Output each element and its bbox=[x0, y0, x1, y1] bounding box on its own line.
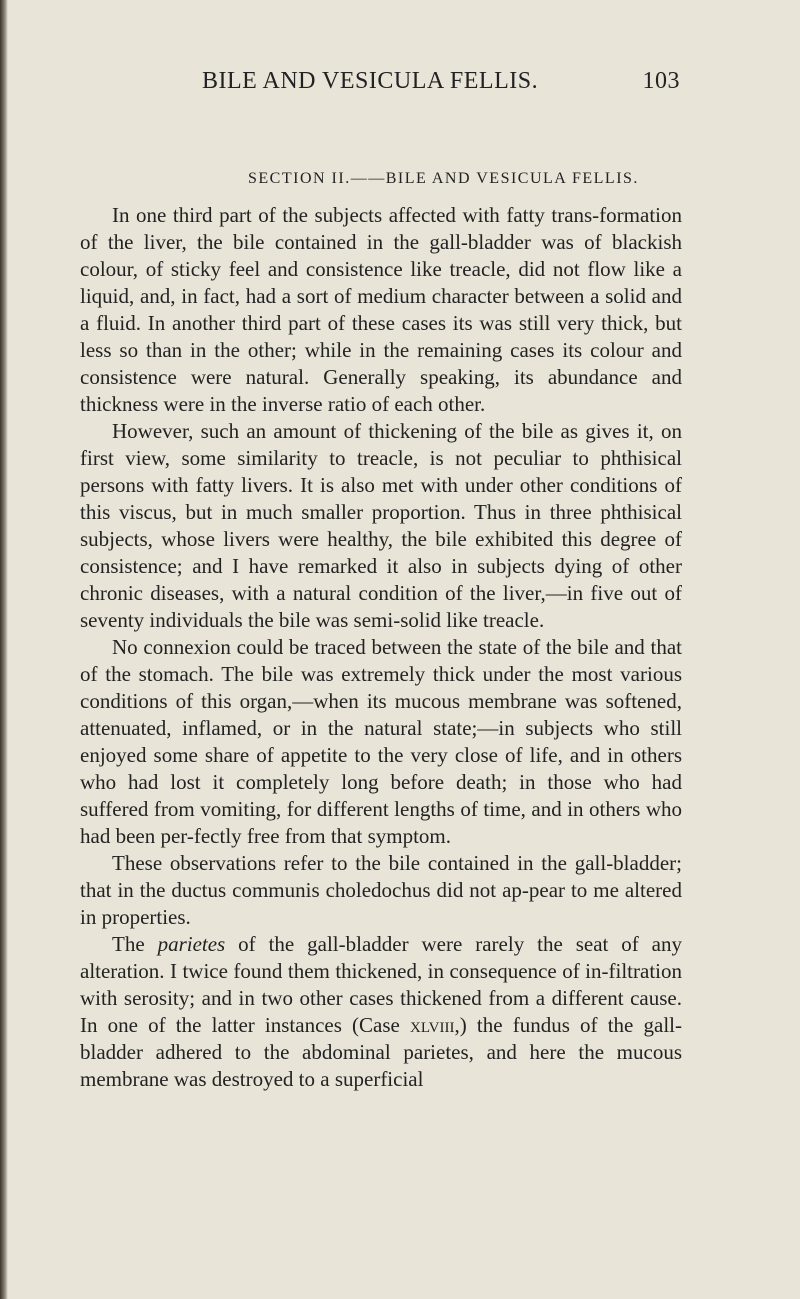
book-spine-shadow bbox=[0, 0, 8, 1299]
page-number: 103 bbox=[642, 68, 680, 94]
italic-term: parietes bbox=[157, 932, 226, 956]
paragraph: No connexion could be traced between the state of the bile and that of the stomach. The bile was extremely thick under the most various conditions of this organ,—when its mucous membrane was softened, attenuated, inflamed, or in the natural state;—in subjects who still enjoyed some share of appetite to the very close of life, and in others who had lost it completely long before death; in those who had suffered from vomiting, for different lengths of time, and in others who had been per-fectly free from that symptom. bbox=[80, 635, 682, 848]
paragraph-lead: The bbox=[112, 932, 158, 956]
paragraph: In one third part of the subjects affected with fatty trans-formation of the liver, the bile contained in the gall-bladder was of blackish colour, of sticky feel and consistence like treacle, did not flow like a liquid, and, in fact, had a sort of medium character between a solid and a fluid. In another third part of these cases its was still very thick, but less so than in the other; while in the remaining cases its colour and consistence were natural. Generally speaking, its abundance and thickness were in the inverse ratio of each other. bbox=[80, 203, 682, 416]
paragraph-text: ,) the fundus of the gall-bladder adhered to the abdominal parietes, and here the mucous membrane was destroyed to a superficial bbox=[80, 1013, 682, 1091]
running-title: BILE AND VESICULA FELLIS. bbox=[202, 68, 539, 94]
case-reference: xlviii bbox=[410, 1013, 455, 1037]
paragraph bbox=[80, 931, 682, 1093]
paragraph: However, such an amount of thickening of the bile as gives it, on first view, some similarity to treacle, is not peculiar to phthisical persons with fatty livers. It is also met with under other conditions of this viscus, but in much smaller proportion. Thus in three phthisical subjects, whose livers were healthy, the bile exhibited this degree of consistence; and I have remarked it also in subjects dying of other chronic diseases, with a natural condition of the liver,—in five out of seventy individuals the bile was semi-solid like treacle. bbox=[80, 419, 682, 632]
paragraph-text: of the gall-bladder were rarely the seat of any alteration. I twice found them thickened, in consequence of in-filtration with serosity; and in two other cases thickened from a different cause. In one of the latter instances (Case bbox=[80, 932, 682, 1037]
paragraph: These observations refer to the bile contained in the gall-bladder; that in the ductus communis choledochus did not ap-pear to me altered in properties. bbox=[80, 851, 682, 929]
section-heading: SECTION II.——BILE AND VESICULA FELLIS. bbox=[248, 170, 639, 187]
body-text bbox=[80, 202, 682, 1093]
